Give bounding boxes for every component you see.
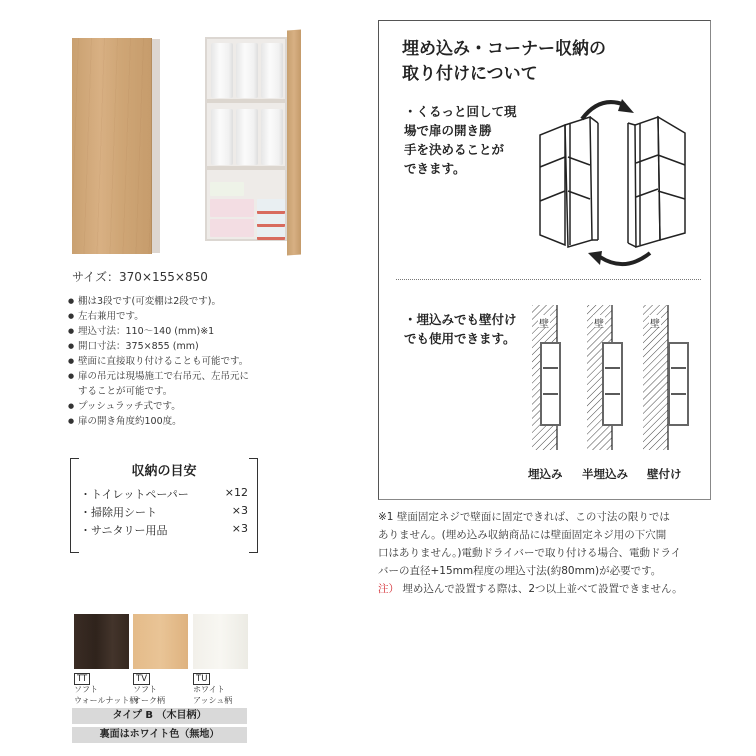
item-qty: ×3 [231, 522, 248, 535]
swatch-walnut [74, 614, 129, 669]
feature-item: ● 扉の吊元は現場施工で右吊元、左吊元に [68, 369, 298, 384]
divider-dotted [396, 279, 701, 280]
wood-grain [72, 38, 152, 254]
rotate-description [404, 102, 517, 178]
sheet-box [257, 227, 285, 240]
toilet-roll [261, 109, 283, 165]
feature-item: ● 開口寸法：375×855 (mm) [68, 339, 298, 354]
footnote-line: 口はありません。)電動ドライバーで取り付ける場合、電動ドライ [378, 547, 682, 559]
swatch-name: ソフト [74, 685, 98, 694]
swatch-name: ホワイト [193, 685, 225, 694]
item-qty: ×3 [231, 504, 248, 517]
title-line: 埋め込み・コーナー収納の [402, 39, 606, 59]
storage-guide-row [80, 486, 248, 502]
swatch-white-ash [193, 614, 248, 669]
footnote-line: バーの直径+15mm程度の埋込寸法(約80mm)が必要です。 [378, 565, 662, 577]
feature-item: ● 扉の開き角度約100度。 [68, 414, 298, 429]
item-name: ・トイレットペーパー [80, 488, 189, 501]
swatch-name: ソフト [133, 685, 157, 694]
storage-guide-row [80, 522, 248, 538]
text-line: ・くるっと回して現 [404, 104, 517, 119]
text-line: 場で扉の開き勝 [404, 123, 492, 138]
feature-item: ● プッシュラッチ式です。 [68, 399, 298, 414]
swatch-name: オーク柄 [133, 696, 165, 705]
text-line: できます。 [404, 161, 466, 176]
mode-wall-mounted: 壁付け [647, 467, 682, 481]
footnote-line: ※1 壁面固定ネジで壁面に固定できれば、この寸法の限りでは [378, 511, 670, 523]
feature-item: ● 左右兼用です。 [68, 309, 298, 324]
text-line: でも使用できます。 [404, 331, 516, 346]
swatch-name: ウォールナット柄 [74, 696, 138, 705]
item-name: ・掃除用シート [80, 506, 157, 519]
swatch-code: TU [193, 673, 210, 685]
install-panel-title [402, 37, 606, 87]
wall-label: 壁 [594, 319, 604, 330]
sheet-box [257, 214, 285, 227]
wall-label: 壁 [539, 319, 549, 330]
title-line: 取り付けについて [402, 64, 538, 84]
swatch-code: TT [74, 673, 90, 685]
text-line: ・埋込みでも壁付け [404, 312, 517, 327]
caution-line [378, 580, 723, 598]
cabinet-door [287, 30, 301, 256]
wall-mount-diagrams [525, 305, 705, 455]
feature-item: ● 埋込寸法：110〜140 (mm)※1 [68, 324, 298, 339]
open-cabinet-photo [205, 37, 287, 241]
feature-list [68, 294, 298, 429]
type-label: タイプ B （木目柄） [72, 708, 247, 724]
toilet-roll [236, 109, 258, 165]
swatch-name: アッシュ柄 [193, 696, 233, 705]
wipes-pack [210, 182, 244, 196]
caution-prefix: 注） [378, 583, 399, 595]
storage-guide-title: 収納の目安 [131, 464, 197, 479]
item-name: ・サニタリー用品 [80, 524, 168, 537]
tissue-box [210, 219, 254, 237]
tissue-box [210, 199, 254, 217]
mode-half-built-in: 半埋込み [582, 467, 628, 481]
toilet-roll [211, 109, 233, 165]
wall-mount-description [404, 310, 517, 348]
footnote-line: ありません。(埋め込み収納商品には壁面固定ネジ用の下穴開 [378, 529, 667, 541]
text-line: 手を決めることが [404, 142, 505, 157]
item-qty: ×12 [224, 486, 248, 499]
shelf [207, 166, 285, 170]
swatch-code: TV [133, 673, 150, 685]
shelf [207, 99, 285, 103]
mode-built-in: 埋込み [528, 467, 563, 481]
footnote [378, 508, 723, 598]
toilet-roll [261, 43, 283, 98]
caution-text: 埋め込んで設置する際は、2つ以上並べて設置できません。 [399, 583, 683, 595]
feature-item-continued: することが可能です。 [78, 386, 173, 397]
sheet-box [257, 199, 285, 214]
feature-item: ● 壁面に直接取り付けることも可能です。 [68, 354, 298, 369]
size-label: サイズ：370×155×850 [72, 270, 208, 284]
swatch-oak [133, 614, 188, 669]
storage-guide [70, 458, 258, 553]
feature-item: ● 棚は3段です(可変棚は2段です)。 [68, 294, 298, 309]
rotation-diagram [530, 95, 700, 270]
cabinet-side [152, 39, 160, 253]
toilet-roll [211, 43, 233, 98]
back-color-label: 裏面はホワイト色（無地） [72, 727, 247, 743]
wall-label: 壁 [650, 319, 660, 330]
storage-guide-row [80, 504, 248, 520]
toilet-roll [236, 43, 258, 98]
